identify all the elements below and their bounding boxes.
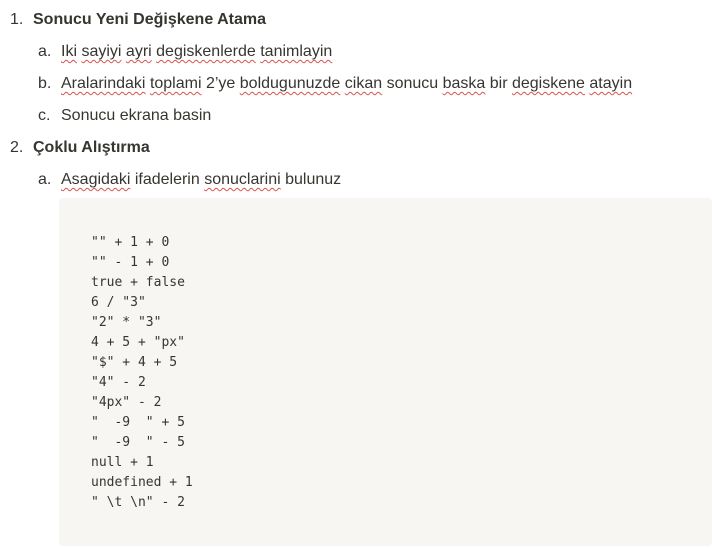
text-segment: ayri: [125, 43, 152, 60]
section-2-title: Çoklu Alıştırma: [33, 139, 150, 156]
section-1-title: Sonucu Yeni Değişkene Atama: [33, 11, 266, 28]
text-segment: cikan: [344, 75, 383, 92]
item-text: [61, 104, 211, 128]
text-segment: tanimlayin: [260, 43, 333, 60]
code-line: null + 1: [91, 455, 154, 470]
text-segment: degiskene: [511, 75, 585, 92]
code-line: 6 / "3": [91, 295, 146, 310]
text-segment: bulunuz: [280, 171, 342, 188]
code-line: true + false: [91, 275, 185, 290]
text-segment: Aralarindaki: [61, 75, 146, 92]
text-segment: Asagidaki: [61, 171, 131, 188]
text-segment: atayin: [589, 75, 633, 92]
item-letter: a.: [38, 43, 52, 60]
text-segment: ifadelerin: [130, 171, 205, 188]
section-1-number: 1.: [10, 11, 24, 28]
code-line: " -9 " + 5: [91, 415, 185, 430]
code-line: "4px" - 2: [91, 395, 162, 410]
code-line: undefined + 1: [91, 475, 193, 490]
text-segment: sonucu: [382, 75, 443, 92]
code-line: " -9 " - 5: [91, 435, 185, 450]
item-letter: c.: [38, 107, 51, 124]
text-segment: sayiyi: [81, 43, 122, 60]
item-text: [61, 168, 341, 192]
text-segment: Iki: [61, 43, 77, 60]
text-segment: degiskenlerde: [156, 43, 256, 60]
code-line: "2" * "3": [91, 315, 162, 330]
code-block[interactable]: [59, 198, 712, 546]
text-segment: 2’ye: [201, 75, 240, 92]
code-line: "" - 1 + 0: [91, 255, 170, 270]
item-text: [61, 40, 332, 64]
text-segment: baska: [442, 75, 486, 92]
text-segment: Sonucu ekrana basin: [61, 107, 212, 124]
text-segment: toplami: [149, 75, 202, 92]
code-line: "" + 1 + 0: [91, 235, 170, 250]
code-lines: [91, 233, 193, 513]
code-line: " \t \n" - 2: [91, 495, 185, 510]
text-segment: sonuclarini: [204, 171, 281, 188]
item-text: [61, 72, 632, 96]
section-2-number: 2.: [10, 139, 24, 156]
code-line: "4" - 2: [91, 375, 146, 390]
code-line: "$" + 4 + 5: [91, 355, 178, 370]
text-segment: boldugunuzde: [239, 75, 341, 92]
item-letter: b.: [38, 75, 52, 92]
item-letter: a.: [38, 171, 52, 188]
text-segment: bir: [485, 75, 512, 92]
code-line: 4 + 5 + "px": [91, 335, 185, 350]
